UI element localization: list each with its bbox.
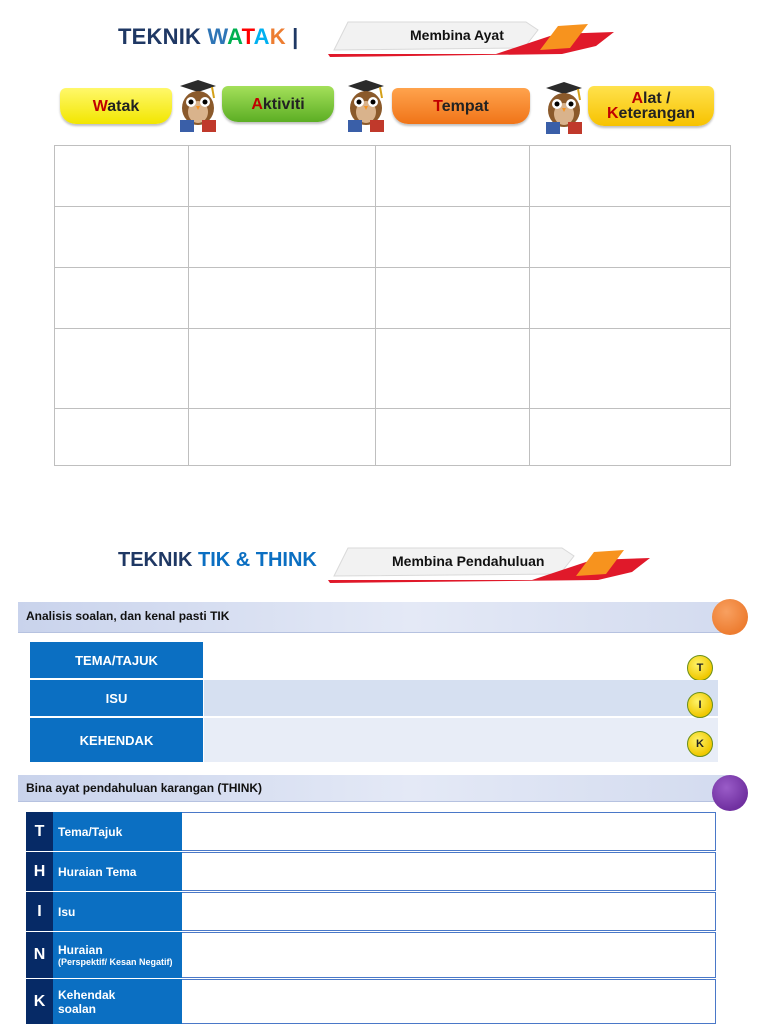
banner-text: Membina Ayat [410,27,504,43]
title-letter-t: T [241,24,254,49]
banner-membina-ayat [326,20,616,58]
think-field-isu[interactable] [182,892,716,931]
think-field-tema[interactable] [182,812,716,851]
table-row [55,146,731,207]
tab-tempat [392,88,530,124]
tik-label-isu: ISU [30,680,203,716]
title-letter-k: K [269,24,286,49]
title2-highlight: TIK & THINK [198,549,317,571]
think-field-huraian-tema[interactable] [182,852,716,891]
tab-watak-label: atak [107,97,140,115]
table-cell[interactable] [530,329,731,409]
owl-graduate-icon [342,78,390,136]
owl-graduate-icon [174,78,222,136]
think-label-text: Huraian [58,942,103,957]
title-prefix: TEKNIK [118,24,208,49]
table-cell[interactable] [376,409,530,466]
table-cell[interactable] [530,268,731,329]
table-cell[interactable] [55,409,189,466]
badge-t-icon: T [687,655,713,681]
tab-aktiviti [222,86,334,122]
think-row-h [26,852,716,891]
table-row [55,207,731,268]
think-row-t [26,812,716,851]
table-cell[interactable] [55,207,189,268]
table-cell[interactable] [376,268,530,329]
table-cell[interactable] [55,329,189,409]
tab-alat-label: lat / [643,90,671,107]
banner-text: Membina Pendahuluan [392,553,545,569]
section-bar-label: Analisis soalan, dan kenal pasti TIK [26,609,230,623]
tab-keterangan-initial: K [606,105,619,122]
table-cell[interactable] [189,207,376,268]
think-field-kehendak[interactable] [182,979,716,1024]
think-letter: I [26,892,53,931]
table-cell[interactable] [189,409,376,466]
think-row-i [26,892,716,931]
table-cell[interactable] [530,146,731,207]
think-row-k [26,979,716,1024]
purple-circle-icon [712,775,748,811]
section1-title [118,24,299,50]
badge-i-icon: I [687,692,713,718]
table-cell[interactable] [189,268,376,329]
table-cell[interactable] [376,329,530,409]
section-bar-label: Bina ayat pendahuluan karangan (THINK) [26,781,263,795]
table-cell[interactable] [189,329,376,409]
tab-aktiviti-initial: A [251,95,263,113]
table-cell[interactable] [530,409,731,466]
orange-circle-icon [712,599,748,635]
think-label [53,979,182,1024]
badge-k-icon: K [687,731,713,757]
think-letter: T [26,812,53,851]
watak-grid-table [54,145,731,466]
think-label-text: Tema/Tajuk [58,824,123,839]
think-letter: H [26,852,53,891]
banner-membina-pendahuluan [326,546,652,584]
think-field-huraian[interactable] [182,932,716,978]
title-letter-a: A [227,24,242,49]
title2-prefix: TEKNIK [118,549,198,571]
think-label-text: Isu [58,904,76,919]
title-letter-w: W [207,24,228,49]
table-cell[interactable] [55,146,189,207]
think-label-text: Huraian Tema [58,864,137,879]
title-letter-a2: A [253,24,270,49]
title-bar: | [285,24,299,49]
table-row [55,268,731,329]
tik-label-kehendak: KEHENDAK [30,718,203,762]
think-label [53,932,182,978]
section-bar-think [18,775,732,802]
tab-aktiviti-label: ktiviti [262,95,305,113]
owl-graduate-icon [540,80,588,138]
tik-label-tema: TEMA/TAJUK [30,642,203,678]
think-label-text: Kehendak soalan [58,987,116,1016]
tab-alat-keterangan [588,86,714,126]
table-row [55,329,731,409]
section2-title [118,549,317,572]
tab-tempat-initial: T [433,97,442,115]
think-label [53,812,182,851]
think-letter: N [26,932,53,978]
table-cell[interactable] [55,268,189,329]
tab-keterangan-label: eterangan [618,105,696,122]
tab-alat-initial: A [631,90,643,107]
tab-watak [60,88,172,124]
tab-tempat-label: empat [441,97,489,115]
tik-field-tema[interactable] [204,642,718,678]
think-label [53,892,182,931]
table-cell[interactable] [189,146,376,207]
think-letter: K [26,979,53,1024]
tik-field-isu[interactable] [204,680,718,716]
think-row-n [26,932,716,978]
tab-watak-initial: W [92,97,108,115]
think-label-subtext: (Perspektif/ Kesan Negatif) [58,956,173,967]
section-bar-tik [18,602,732,633]
table-cell[interactable] [376,146,530,207]
table-cell[interactable] [376,207,530,268]
think-label [53,852,182,891]
tik-field-kehendak[interactable] [204,718,718,762]
table-row [55,409,731,466]
table-cell[interactable] [530,207,731,268]
